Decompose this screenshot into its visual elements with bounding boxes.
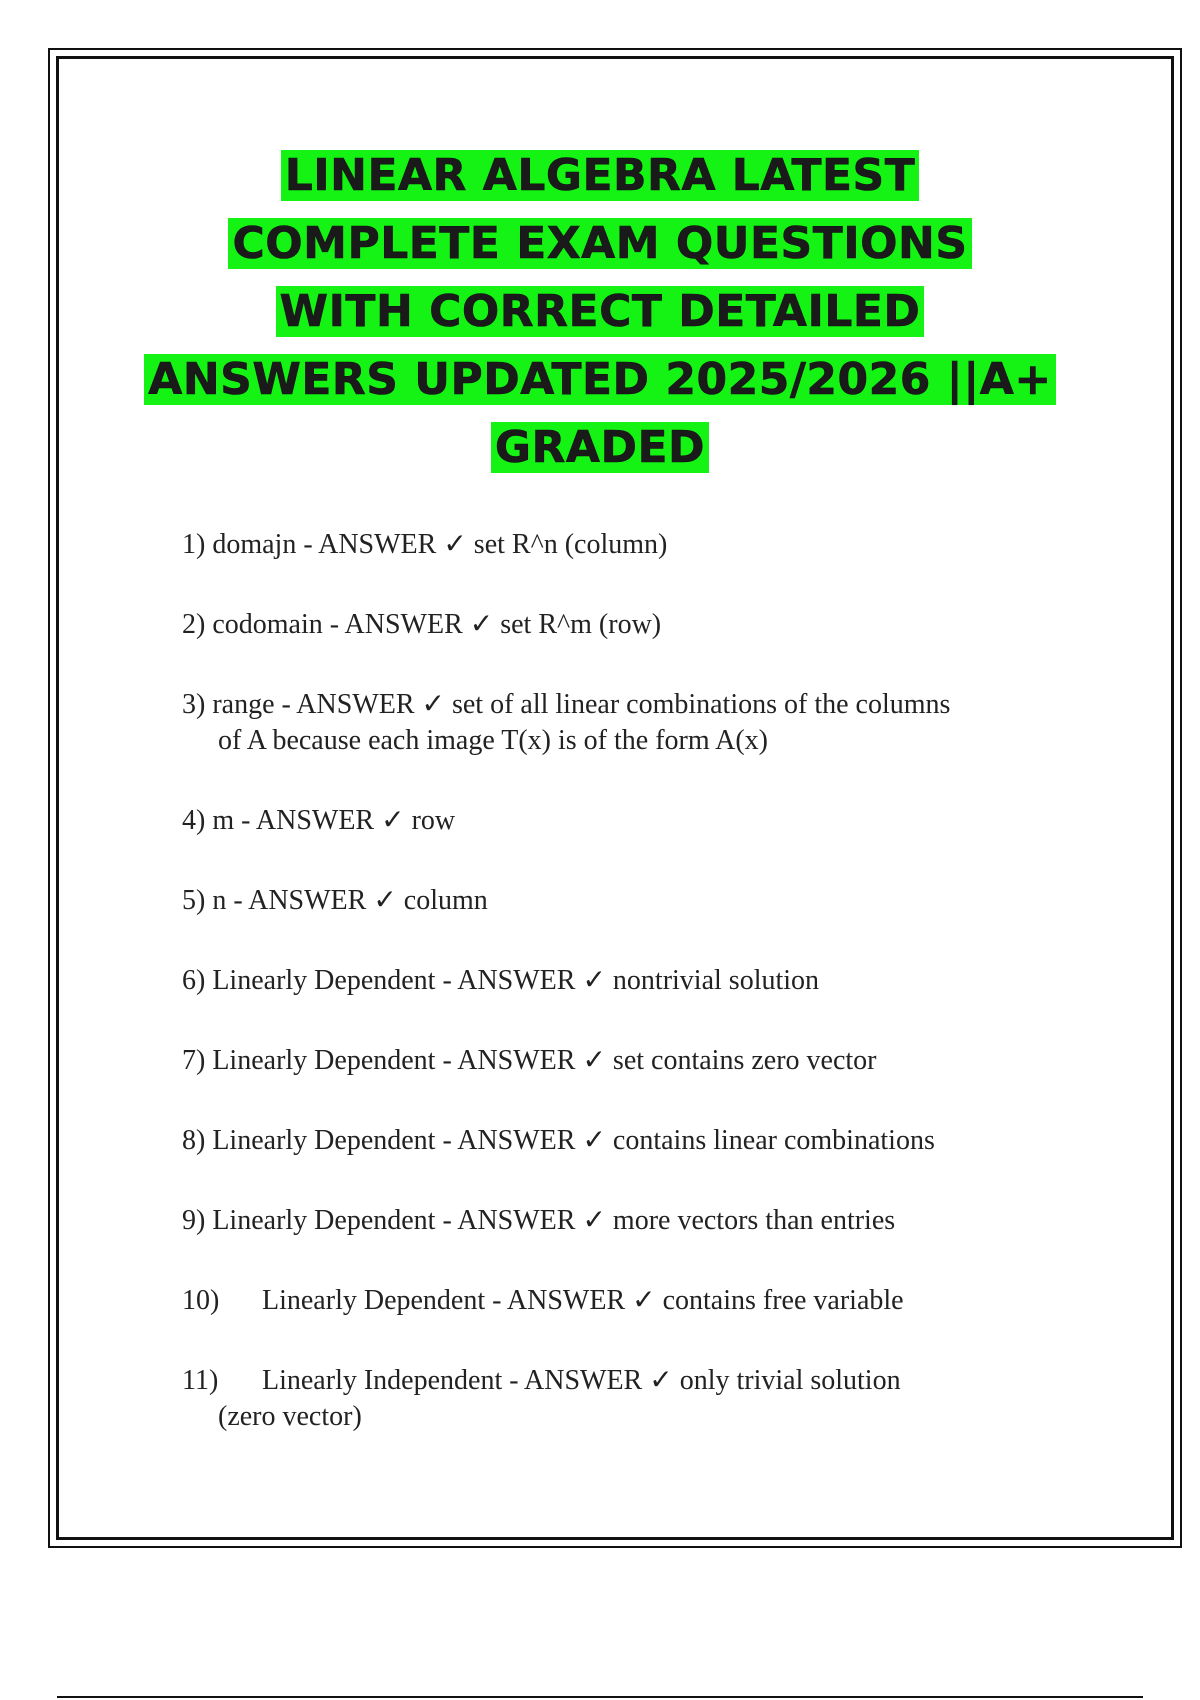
document-title [80, 142, 1120, 482]
answer-text: set contains zero vector [612, 1045, 877, 1076]
title-line [80, 142, 1120, 210]
answer-continuation: (zero vector) [218, 1401, 362, 1432]
answer-label: ANSWER ✓ [457, 1205, 606, 1236]
question-term: Linearly Independent [262, 1365, 503, 1396]
question-number: 5) [182, 885, 206, 916]
bottom-divider [57, 1696, 1143, 1698]
question-term: domajn [212, 529, 297, 560]
answer-text: column [403, 885, 488, 916]
answer-text: contains linear combinations [612, 1125, 935, 1156]
question-term: n [212, 885, 227, 916]
question-number: 3) [182, 689, 206, 720]
answer-continuation: of A because each image T(x) is of the form A(x) [218, 725, 768, 756]
question-item: 9) Linearly Dependent - ANSWER ✓ more vectors than entries [182, 1205, 896, 1236]
question-term: Linearly Dependent [262, 1285, 486, 1316]
title-line-text: COMPLETE EXAM QUESTIONS [228, 218, 971, 269]
question-term: Linearly Dependent [212, 1205, 436, 1236]
answer-label: ANSWER ✓ [255, 805, 405, 836]
answer-label: ANSWER ✓ [457, 1125, 606, 1156]
question-number: 9) [182, 1205, 206, 1236]
answer-label: ANSWER ✓ [318, 529, 467, 560]
title-line-text: LINEAR ALGEBRA LATEST [281, 150, 920, 201]
question-item: 8) Linearly Dependent - ANSWER ✓ contains linear combinations [182, 1125, 935, 1156]
question-number: 10) [182, 1285, 220, 1316]
answer-label: ANSWER ✓ [457, 1045, 606, 1076]
answer-label: ANSWER ✓ [344, 609, 494, 640]
question-term: range [212, 689, 275, 720]
title-line [80, 346, 1120, 414]
title-line-text: ANSWERS UPDATED 2025/2026 ||A+ [144, 354, 1055, 405]
question-list [182, 527, 1082, 1435]
question-number: 2) [182, 609, 206, 640]
question-number: 7) [182, 1045, 206, 1076]
question-item: 10) Linearly Dependent - ANSWER ✓ contains free variable [182, 1283, 1082, 1319]
answer-label: ANSWER ✓ [524, 1365, 673, 1396]
question-term: m [212, 805, 235, 836]
question-number: 1) [182, 529, 206, 560]
question-term: codomain [212, 609, 323, 640]
question-item: 1) domajn - ANSWER ✓ set R^n (column) [182, 529, 668, 560]
answer-text: contains free variable [662, 1285, 904, 1316]
question-term: Linearly Dependent [212, 1045, 436, 1076]
title-line [80, 414, 1120, 482]
title-line [80, 210, 1120, 278]
answer-text: row [411, 805, 456, 836]
answer-text: more vectors than entries [612, 1205, 896, 1236]
question-number: 6) [182, 965, 206, 996]
title-line [80, 278, 1120, 346]
question-number: 4) [182, 805, 206, 836]
answer-label: ANSWER ✓ [457, 965, 606, 996]
question-item: 6) Linearly Dependent - ANSWER ✓ nontrivial solution [182, 965, 820, 996]
question-item: 5) n - ANSWER ✓ column [182, 885, 488, 916]
answer-text: only trivial solution [679, 1365, 901, 1396]
question-item: 3) range - ANSWER ✓ set of all linear combinations of the columns of A because each image T(x) is of the form A(x) [182, 687, 1082, 759]
question-item: 2) codomain - ANSWER ✓ set R^m (row) [182, 609, 662, 640]
question-item: 11) Linearly Independent - ANSWER ✓ only trivial solution (zero vector) [182, 1363, 1082, 1435]
question-term: Linearly Dependent [212, 1125, 436, 1156]
question-item: 7) Linearly Dependent - ANSWER ✓ set contains zero vector [182, 1045, 877, 1076]
question-item: 4) m - ANSWER ✓ row [182, 805, 456, 836]
answer-text: nontrivial solution [612, 965, 820, 996]
question-term: Linearly Dependent [212, 965, 436, 996]
answer-text: set R^m (row) [500, 609, 662, 640]
answer-label: ANSWER ✓ [248, 885, 397, 916]
title-line-text: GRADED [491, 422, 709, 473]
answer-text: set of all linear combinations of the columns [451, 689, 951, 720]
title-line-text: WITH CORRECT DETAILED [276, 286, 925, 337]
answer-label: ANSWER ✓ [296, 689, 445, 720]
question-number: 11) [182, 1365, 219, 1396]
answer-text: set R^n (column) [473, 529, 668, 560]
question-number: 8) [182, 1125, 206, 1156]
answer-label: ANSWER ✓ [506, 1285, 656, 1316]
